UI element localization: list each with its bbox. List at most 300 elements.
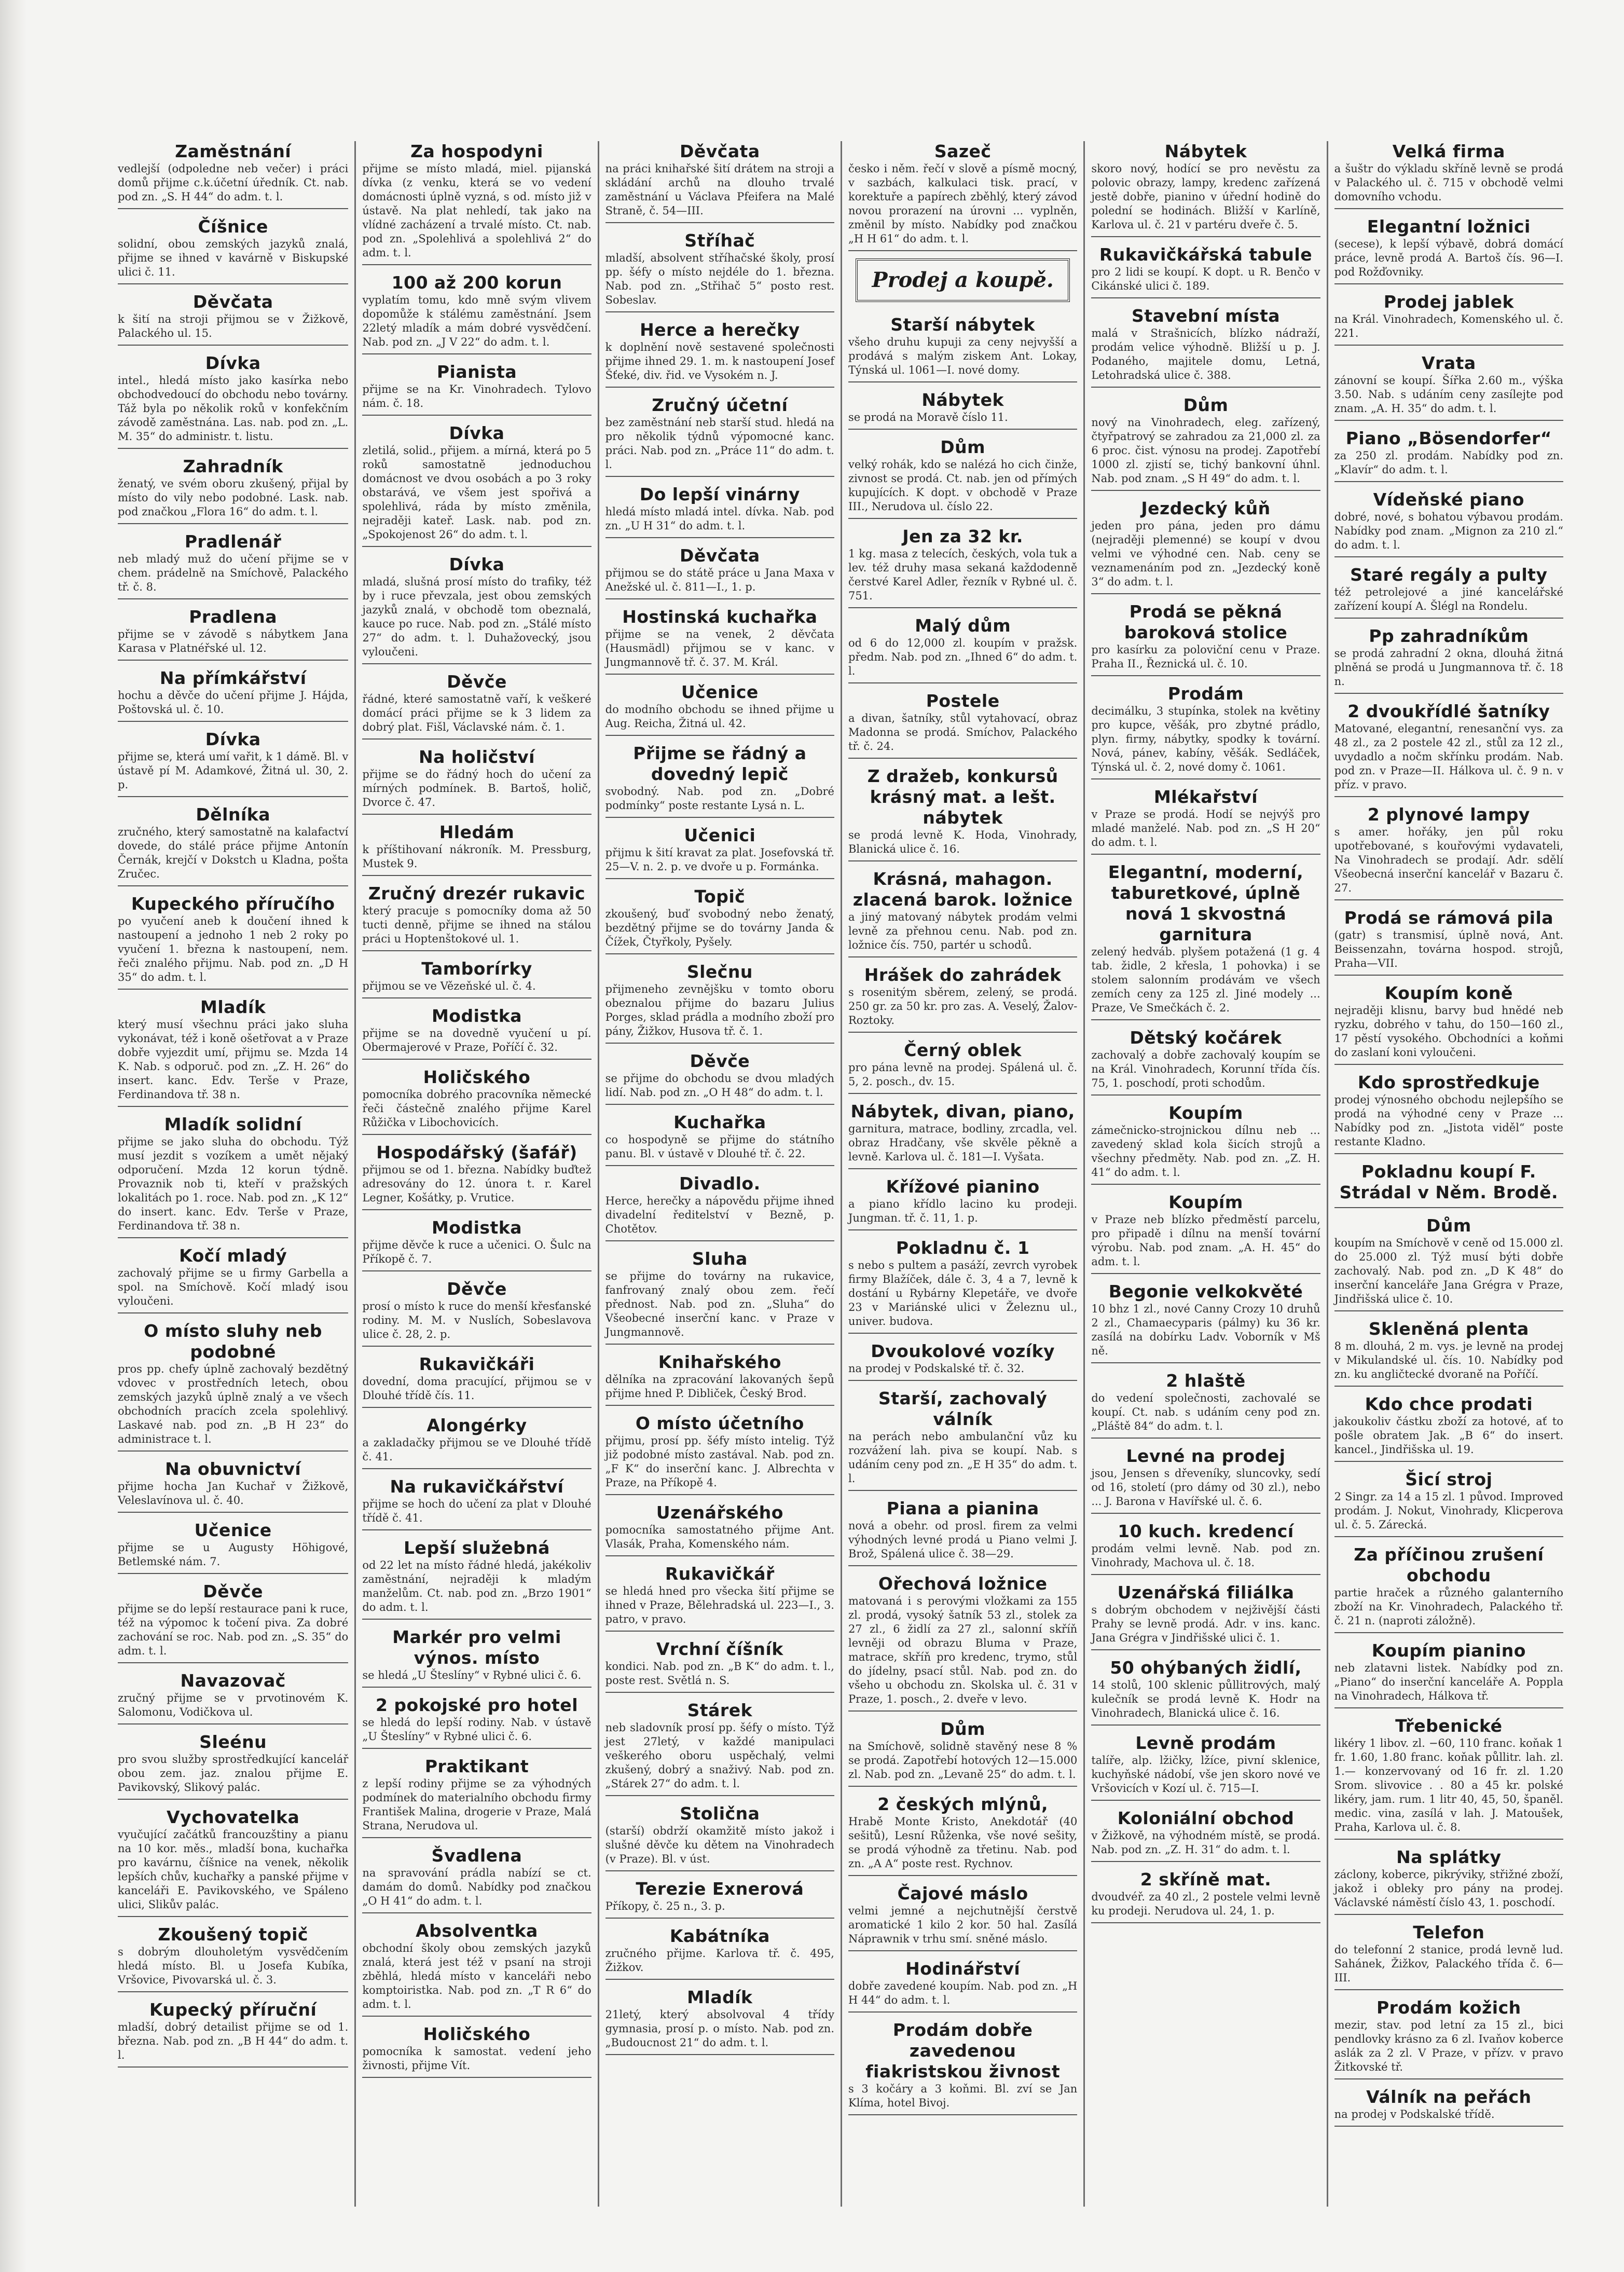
ad-body: Hrabě Monte Kristo, Anekdotář (40 sešitů), Lesní Růženka, vše nové sešity, se prodá výhodně za třetinu. Nab. pod zn. „A A“ poste rest. Rychnov.	[848, 1815, 1078, 1870]
ad-divider	[362, 1837, 591, 1838]
ad-headline: Zručný drezér rukavic	[368, 883, 586, 904]
ad-body: malá v Strašnicích, blízko nádraží, prodám velice výhodně. Bližší u p. J. Podaného, majitele domu, Letná, Letohradská ulice č. 388.	[1091, 327, 1320, 381]
ad-headline: Dívka	[205, 353, 261, 373]
ad-body: ženatý, ve svém oboru zkušený, přijal by místo do vily nebo podobné. Lask. nab. pod značkou „Flora 16“ do adm. t. l.	[118, 477, 349, 518]
ad-headline: Zaměstnání	[175, 141, 292, 161]
ad-body: pomocníka dobrého pracovníka německé řeči částečně znalého přijme Karel Růžička v Libochovicích.	[362, 1088, 591, 1129]
ad-body: nejraději klisnu, barvy bud hnědé neb ryzku, dobrého v tahu, do 150—160 zl., 17 pěstí vysokého. Obchodníci a koňmi do zaslaní koni vyloučeni.	[1334, 1004, 1563, 1059]
ad-divider	[1091, 854, 1320, 855]
ad-divider	[605, 953, 834, 954]
classified-ad	[362, 822, 591, 876]
ad-headline: Navazovač	[180, 1671, 286, 1691]
ad-divider	[118, 1573, 348, 1574]
ad-divider	[605, 1240, 834, 1241]
classified-ad	[605, 682, 834, 736]
classified-ad	[1334, 626, 1563, 694]
ad-body: na spravování prádla nabízí se ct. damám do domů. Nabídky pod značkou „O H 41“ do adm. t. l.	[362, 1867, 591, 1907]
classified-ad	[362, 554, 591, 664]
classified-ad	[605, 825, 834, 879]
ad-divider	[848, 607, 1077, 608]
ad-body: 8 m. dlouhá, 2 m. vys. je levně na prodej v Mikulandské ul. čís. 10. Nabídky pod zn. ku angličtecké dvoraně na Poříčí.	[1334, 1340, 1563, 1380]
ad-headline: Kupecký příruční	[149, 2000, 317, 2020]
ad-body: se přijme do obchodu se dvou mladých lidí. Nab. pod zn. „O H 48“ do adm. t. l.	[605, 1072, 834, 1099]
ad-body: přijme se do lepší restaurace pani k ruce, též na výpomoc k točení piva. Za dobré zachování se roc. Nab. pod zn. „S. 35“ do adm. t. l.	[118, 1603, 349, 1657]
ad-body: 2 Singr. za 14 a 15 zl. 1 původ. Improved prodám. J. Nokut, Vinohrady, Klicperova ul. č. 5. Zárecká.	[1334, 1490, 1563, 1531]
ad-body: jeden pro pána, jeden pro dámu (nejraději plemenné) se koupí v dvou velmi ve výhodné cen. Nab. ceny se veznamenáním pod zn. „Jezdecký koně 3“ do adm. t. l.	[1091, 519, 1320, 588]
ad-headline: Begonie velkokvěté	[1108, 1281, 1303, 1302]
classified-ad	[362, 883, 591, 951]
ad-headline: Stavební místa	[1131, 306, 1280, 326]
ad-body: a šuštr do výkladu skříně levně se prodá v Palackého ul. č. 715 v obchodě velmi domovního vchodu.	[1334, 162, 1563, 203]
ad-divider	[605, 1918, 834, 1919]
ad-headline: Děvčata	[679, 545, 760, 566]
ad-divider	[362, 1270, 591, 1271]
ad-body: mladá, slušná prosí místo do trafiky, též by i ruce převzala, jest obou zemských jazyků znalá, v obchodě tom obeznalá, kauce po ruce. Nab. pod zn. „Stálé místo 27“ do adm. t. l. Duhažovecký, jsou vyloučeni.	[362, 576, 591, 658]
classified-ad	[605, 395, 834, 477]
ad-headline: 2 dvoukřídlé šatníky	[1347, 701, 1550, 721]
classified-ad	[1334, 1716, 1563, 1840]
classified-ad	[1334, 489, 1563, 557]
ad-body: s dobrým dlouholetým vysvědčením hledá místo. Bl. u Josefa Kubíka, Vršovice, Pivovarská ul. č. 3.	[118, 1946, 349, 1986]
ad-body: pro 2 lidi se koupí. K dopt. u R. Benčo v Cikánské ulici č. 189.	[1091, 266, 1320, 292]
ad-divider	[118, 2066, 348, 2068]
ad-headline: Kočí mladý	[179, 1246, 287, 1266]
classified-ad	[118, 1807, 348, 1917]
classified-ad	[1091, 601, 1320, 676]
ad-body: též petrolejové a jiné kancelářské zařízení koupí A. Šlégl na Rondelu.	[1334, 586, 1563, 612]
ad-divider	[1334, 283, 1563, 284]
ad-body: přijme se u Augusty Höhigové, Betlemské nám. 7.	[118, 1541, 349, 1568]
ad-divider	[1091, 1513, 1320, 1514]
classified-ad	[605, 1249, 834, 1345]
classified-ad	[848, 390, 1077, 430]
ad-headline: Děvče	[203, 1581, 264, 1602]
ad-divider	[605, 2054, 834, 2055]
ad-body: mezir, stav. pod letní za 15 zl., bici pendlovky krásno za 6 zl. Ivaňov koberce aslák za 2 zl. V Praze, v přízv. v pravo Žitkovské tř.	[1334, 2019, 1563, 2073]
ad-divider	[1334, 556, 1563, 557]
classified-ad	[1334, 1997, 1563, 2079]
ad-divider	[605, 1795, 834, 1796]
classified-ad	[848, 1573, 1077, 1712]
column-3	[598, 141, 841, 2207]
ad-divider	[118, 1723, 348, 1724]
ad-body: zámečnicko-strojnickou dílnu neb ... zavedený sklad kola šicích strojů a všechny předměty. Nab. pod zn. „Z. H. 41“ do adm. t. l.	[1091, 1124, 1320, 1179]
ad-divider	[362, 1529, 591, 1530]
page-binding-shadow	[0, 0, 27, 2272]
ad-body: pro pána levně na prodej. Spálená ul. č. 5, 2. posch., dv. 15.	[848, 1061, 1078, 1088]
classified-ad	[848, 1238, 1077, 1334]
ad-headline: Levně prodám	[1135, 1733, 1276, 1753]
classified-ad	[605, 484, 834, 538]
classified-ad	[1091, 683, 1320, 779]
ad-divider	[118, 448, 348, 449]
ad-divider	[118, 1662, 348, 1663]
ad-divider	[118, 1450, 348, 1452]
ad-headline: Za příčinou zrušení obchodu	[1354, 1544, 1544, 1585]
classified-ad	[362, 2024, 591, 2078]
classified-ad	[1091, 498, 1320, 594]
classified-ad	[848, 526, 1077, 608]
ad-headline: Za hospodyni	[410, 141, 543, 161]
ad-divider	[1091, 297, 1320, 298]
ad-divider	[605, 537, 834, 538]
ad-divider	[1091, 778, 1320, 779]
ad-headline: Dvoukolové vozíky	[871, 1341, 1055, 1361]
ad-body: na práci knihařské šití drátem na stroji a skládání archů na dlouho trvalé zaměstnání u Václava Pfeifera na Malé Straně, č. 54—III.	[605, 162, 834, 217]
ad-divider	[118, 1237, 348, 1238]
ad-divider	[118, 1991, 348, 1992]
classified-ad	[118, 894, 348, 990]
classified-ad	[118, 1581, 348, 1663]
ad-headline: Děvče	[447, 672, 507, 692]
classified-ad	[1334, 1640, 1563, 1708]
ad-headline: Sluha	[692, 1249, 748, 1269]
classified-ad	[118, 1246, 348, 1313]
ad-headline: Postele	[926, 691, 1000, 711]
ad-body: v Praze neb blízko předměstí parcelu, pro připadě i dílnu na menší tovární výrobu. Nab. pod znam. „A. H. 45“ do adm. t. l.	[1091, 1213, 1320, 1268]
column-1	[112, 141, 354, 2207]
classified-ad	[1091, 306, 1320, 388]
ad-headline: Pianista	[436, 362, 517, 382]
ad-divider	[848, 1168, 1077, 1169]
ad-headline: Mladík	[687, 1987, 753, 2007]
ad-headline: Elegantní, moderní, taburetkové, úplně nová 1 skvostná garnitura	[1108, 862, 1304, 945]
ad-body: v Praze se prodá. Hodí se nejvýš pro mladé manželé. Nab. pod zn. „S H 20“ do adm. t. l.	[1091, 808, 1320, 848]
ad-body: zachovalý a dobře zachovalý koupím se na Král. Vinohradech, Korunní třída čís. 75, 1. poschodí, proti schodům.	[1091, 1049, 1320, 1089]
ad-headline: Zkoušený topič	[158, 1924, 308, 1945]
ad-body: a divan, šatníky, stůl vytahovací, obraz Madonna se prodá. Smíchov, Palackého tř. č. 24.	[848, 712, 1078, 752]
ad-headline: Staré regály a pulty	[1350, 565, 1548, 585]
ad-divider	[605, 817, 834, 818]
ad-headline: Dům	[1183, 395, 1229, 415]
ad-divider	[1334, 1461, 1563, 1462]
ad-body: zánovní se koupí. Šířka 2.60 m., výška 3.50. Nab. s udáním ceny zasílejte pod znam. „A. H. 35“ do adm. t. l.	[1334, 374, 1563, 415]
ad-headline: Děvčata	[679, 141, 760, 161]
classified-ad	[118, 668, 348, 722]
classified-ad	[848, 1176, 1077, 1230]
classified-ad	[1334, 2087, 1563, 2127]
classified-ad	[1334, 292, 1563, 346]
ad-body: pros pp. chefy úplně zachovalý bezdětný vdovec v prostředních letech, obou zemských jazyků úplně znalý a ve všech obchodních pracích zcela spolehlivý. Laskavé nab. pod zn. „B H 23“ do administrace t. l.	[118, 1363, 349, 1445]
ad-divider	[848, 2011, 1077, 2013]
ad-divider	[605, 222, 834, 223]
classified-ad	[848, 1388, 1077, 1491]
classified-ad	[362, 1217, 591, 1271]
classified-ad	[605, 962, 834, 1044]
ad-headline: Malý dům	[915, 615, 1011, 636]
ad-divider	[118, 208, 348, 209]
ad-headline: Vychovatelka	[167, 1807, 300, 1827]
classified-ad	[118, 2000, 348, 2068]
ad-divider	[362, 415, 591, 416]
classified-ad	[605, 230, 834, 312]
ad-divider	[605, 311, 834, 312]
ad-headline: Hodinářství	[905, 1959, 1021, 1979]
ad-divider	[848, 518, 1077, 519]
ad-headline: Absolventka	[416, 1921, 538, 1941]
ad-body: přijme se do řádný hoch do učení za mírných podmínek. B. Bartoš, holič, Dvorce č. 47.	[362, 768, 591, 809]
ad-body: v Žižkově, na výhodném místě, se prodá. Nab. pod zn. „Z. H. 31“ do adm. t. l.	[1091, 1829, 1320, 1856]
ad-headline: Vídeňské piano	[1373, 489, 1524, 510]
ad-headline: Kuchařka	[673, 1112, 766, 1132]
ad-divider	[1334, 975, 1563, 976]
classified-ad	[1091, 1582, 1320, 1650]
classified-ad	[362, 1476, 591, 1530]
classified-ad	[118, 1459, 348, 1513]
classified-ad	[848, 437, 1077, 519]
classified-ad	[1334, 1847, 1563, 1915]
ad-divider	[848, 682, 1077, 683]
ad-headline: Učenice	[194, 1520, 272, 1540]
ad-divider	[362, 1912, 591, 1913]
ad-headline: Holičského	[423, 2024, 531, 2044]
classified-ad	[362, 672, 591, 740]
ad-body: 1 kg. masa z telecích, českých, vola tuk a lev. též druhy masa sekaná každodenně čerstvé Karel Adler, řezník v Rybné ul. č. 751.	[848, 548, 1078, 602]
classified-ad	[362, 141, 591, 265]
ad-headline: Mladík solidní	[164, 1114, 302, 1134]
ad-body: z lepší rodiny přijme se za výhodných podmínek do materialního obchodu firmy František Malina, drogerie v Praze, Malá Strana, Nerudova ul.	[362, 1777, 591, 1832]
classified-ad	[605, 1352, 834, 1406]
classified-ad	[1091, 244, 1320, 298]
ad-headline: Děvče	[447, 1279, 507, 1299]
ad-body: přijme se jako sluha do obchodu. Týž musí jezdit s vozíkem a umět nějaký odporučení. Mzda 12 korun týdně. Provaznik nob ti, kteří v pražských lokalitách po 1. roce. Nab. pod zn. „K 12“ do insert. kanc. Edv. Terše v Praze, Ferdinandova tř. 38 n.	[118, 1135, 349, 1232]
classified-ad	[362, 1142, 591, 1210]
ad-body: záclony, koberce, pikrýviky, střižné zboží, jakož i obleky pro pány na prodej. Václavské náměstí číslo 43, 1. poschodí.	[1334, 1868, 1563, 1909]
ad-divider	[1334, 208, 1563, 209]
ad-headline: Starší, zachovalý válník	[878, 1388, 1048, 1429]
ad-divider	[362, 2016, 591, 2017]
classified-ad	[605, 141, 834, 223]
ad-headline: Pokladnu č. 1	[896, 1238, 1030, 1258]
ad-divider	[1091, 1649, 1320, 1650]
ad-body: zručného přijme. Karlova tř. č. 495, Žižkov.	[605, 1947, 834, 1974]
ad-divider	[362, 264, 591, 265]
ad-headline: Zručný účetní	[652, 395, 788, 415]
classified-ad	[1334, 1922, 1563, 1990]
ad-divider	[605, 674, 834, 675]
ad-body: na prodej v Podskalské tř. č. 32.	[848, 1362, 1025, 1375]
ad-headline: Do lepší vinárny	[639, 484, 800, 504]
classified-ad	[1091, 1733, 1320, 1801]
ad-divider	[1091, 1019, 1320, 1020]
ad-body: přijme se, která umí vařit, k 1 dámě. Bl. v ústavě pí M. Adamkové, Žitná ul. 30, 2. p.	[118, 750, 349, 791]
ad-body: hochu a děvče do učení přijme J. Hájda, Poštovská ul. č. 10.	[118, 689, 349, 716]
ad-headline: Uzenářského	[656, 1502, 783, 1523]
ad-divider	[848, 1710, 1077, 1712]
ad-body: neb mladý muž do učení přijme se v chem. prádelně na Smíchově, Palackého tř. č. 8.	[118, 553, 349, 593]
ad-body: který pracuje s pomocníky doma až 50 tucti denně, přijme se ihned na stálou práci u Hoptenštokové ul. 1.	[362, 905, 591, 945]
ad-divider	[848, 1229, 1077, 1230]
ad-divider	[605, 735, 834, 736]
classified-ad	[1091, 1658, 1320, 1726]
ad-divider	[1334, 1153, 1563, 1154]
ad-divider	[848, 956, 1077, 957]
ad-body: přijmu, prosí pp. šéfy místo intelig. Týž již podobné místo zastával. Nab. pod zn. „F K“ do inserční kanc. J. Albrechta v Praze, na Příkopě 4.	[605, 1434, 834, 1489]
ad-body: zletilá, solid., přijem. a mírná, která po 5 roků samostatně jednoduchou domácnost ve dvou osobách a po 3 roky obstarává, ve všem jest spořivá a spolehlivá, ráda by místo změnila, nejraději kateř. Lask. nab. pod zn. „Spokojenost 26“ do adm. t. l.	[362, 444, 591, 541]
classified-ad	[605, 545, 834, 599]
ad-body: mladší, dobrý detailist přijme se od 1. března. Nab. pod zn. „B H 44“ do adm. t. l.	[118, 2021, 349, 2061]
ad-divider	[605, 1405, 834, 1406]
classified-ad	[848, 766, 1077, 861]
classified-ad	[605, 1173, 834, 1241]
ad-headline: 2 pokojské pro hotel	[375, 1695, 579, 1715]
ad-headline: Divadlo.	[679, 1173, 761, 1194]
classified-ad	[848, 1101, 1077, 1169]
ad-divider	[1334, 420, 1563, 421]
ad-divider	[118, 1916, 348, 1917]
classified-ad	[118, 292, 348, 346]
ad-body: co hospodyně se přijme do státního panu. Bl. v ústavě v Dlouhé tř. č. 22.	[605, 1133, 834, 1160]
ad-divider	[362, 875, 591, 876]
ad-divider	[1334, 2126, 1563, 2127]
ad-divider	[848, 429, 1077, 430]
ad-body: na Smíchově, solidně stavěný nese 8 % se prodá. Zapotřebí hotových 12—15.000 zl. Nab. pod zn. „Levaně 25“ do adm. t. l.	[848, 1740, 1078, 1781]
ad-divider	[1334, 693, 1563, 694]
classified-ad	[1091, 141, 1320, 237]
ad-headline: Jezdecký kůň	[1141, 498, 1271, 518]
ad-body: přijmou se od 1. března. Nabídky buďtež adresovány do 12. února t. r. Karel Legner, Košátky, p. Vrutice.	[362, 1164, 591, 1204]
ad-divider	[1091, 1800, 1320, 1801]
classified-ad	[118, 531, 348, 599]
classified-ad	[1334, 141, 1563, 209]
ad-body: dovední, doma pracující, přijmou se v Dlouhé třídě čís. 11.	[362, 1375, 591, 1402]
classified-ad	[605, 1502, 834, 1556]
classified-ad	[1091, 1371, 1320, 1439]
classified-ad	[362, 747, 591, 815]
ad-headline: Na rukavičkářství	[390, 1476, 564, 1497]
ad-divider	[1334, 481, 1563, 482]
ad-headline: Stříhač	[684, 230, 755, 251]
classified-ad	[362, 1279, 591, 1347]
ad-body: na Král. Vinohradech, Komenského ul. č. 221.	[1334, 313, 1563, 339]
ad-body: se hledá hned pro všecka šití přijme se ihned v Praze, Bělehradská ul. 223—I., 3. patro, v pravo.	[605, 1585, 834, 1625]
ad-body: Matované, elegantní, renesanční vys. za 48 zl., za 2 postele 42 zl., stůl za 12 zl., uvydadlo a nočm skřínku prodám. Nab. pod zn. v Praze—II. Hálkova ul. č. 9 n. v příz. v pravo.	[1334, 722, 1563, 791]
ad-body: (secese), k lepší výbavě, dobrá domácí práce, levně prodá A. Bartoš čís. 96—I. pod Rožďovniky.	[1334, 238, 1563, 278]
classified-ad	[1334, 1319, 1563, 1387]
ad-body: likéry 1 libov. zl. −60, 110 franc. koňak 1 fr. 1.60, 1.80 franc. koňak půllitr. lah. zl. 1.— konzervovaný od 16 fr. zl. 1.20 Srom. slivovice . . 80 a 45 kr. polské likéry, jam. rum. 1 litr 40, 45, 50, španěl. medic. vina, zasílá v lah. J. Matoušek, Praha, Karlova ul. č. 8.	[1334, 1737, 1563, 1833]
ad-body: zachovalý přijme se u firmy Garbella a spol. na Smíchově. Kočí mladý isou vyloučeni.	[118, 1267, 349, 1307]
ad-body: zručný přijme se v prvotinovém K. Salomonu, Vodičkova ul.	[118, 1692, 349, 1718]
ad-divider	[1091, 1438, 1320, 1439]
ad-divider	[362, 1209, 591, 1210]
ad-headline: Modistka	[431, 1217, 522, 1238]
ad-headline: Pokladnu koupí F. Strádal v Něm. Brodě.	[1339, 1161, 1558, 1202]
ad-body: Příkopy, č. 25 n., 3. p.	[605, 1900, 725, 1912]
classified-ad	[848, 2020, 1077, 2115]
ad-divider	[362, 663, 591, 664]
ad-body: se prodá levně K. Hoda, Vinohrady, Blanická ulice č. 16.	[848, 829, 1078, 855]
ad-divider	[1091, 1184, 1320, 1185]
ad-divider	[1091, 1574, 1320, 1575]
ad-headline: Dům	[940, 1719, 986, 1739]
classified-ad	[605, 1700, 834, 1796]
ad-headline: Nábytek, divan, piano,	[850, 1101, 1075, 1121]
classified-ad	[1334, 1544, 1563, 1633]
ad-headline: 2 skříně mat.	[1140, 1869, 1272, 1890]
classified-ad	[1091, 862, 1320, 1020]
ad-body: svobodný. Nab. pod zn. „Dobré podmínky“ poste restante Lysá n. L.	[605, 785, 834, 812]
ad-body: Herce, herečky a nápovědu přijme ihned divadelní ředitelství v Bezně, p. Chotětov.	[605, 1195, 834, 1235]
ad-body: k šití na stroji přijmou se v Žižkově, Palackého ul. 15.	[118, 313, 349, 339]
ad-divider	[605, 1692, 834, 1693]
ad-divider	[1334, 1632, 1563, 1633]
ad-body: přijme se na venek, 2 děvčata (Hausmädl) přijmou se v kanc. v Jungmannově tř. č. 37. M. Král.	[605, 628, 834, 668]
ad-headline: Prodám dobře zavedenou fiakristskou živnost	[865, 2020, 1061, 2082]
ad-body: se prodá na Moravě číslo 11.	[848, 411, 1008, 423]
ad-headline: Jen za 32 kr.	[902, 526, 1023, 546]
ad-headline: Koupím pianino	[1371, 1640, 1526, 1661]
column-2	[354, 141, 597, 2207]
ad-divider	[362, 1468, 591, 1469]
classified-ad	[362, 1415, 591, 1469]
classified-ad	[118, 1321, 348, 1452]
ad-body: k doplnění nově sestavené společnosti přijme ihned 29. 1. m. k nastoupení Josef Šťeké, div. řid. ve Vysokém n. J.	[605, 341, 834, 381]
classified-ad	[118, 1671, 348, 1724]
classified-ad	[1091, 1446, 1320, 1514]
ad-headline: Hospodářský (šafář)	[376, 1142, 577, 1162]
ad-headline: Čajové máslo	[897, 1883, 1028, 1904]
ad-divider	[605, 476, 834, 477]
ad-divider	[1091, 1273, 1320, 1274]
ad-divider	[118, 660, 348, 661]
ad-body: matovaná i s perovými vložkami za 155 zl. prodá, vysoký šatník 53 zl., stolek za 27 zl., 6 židlí za 27 zl., salonní skříň levněji od obrazu Bluma v Praze, matrace, skříň pro kredenc, trymo, stůl do jídelny, psací stůl. Nab. pod zn. do všeho u obchodu zn. Skolska ul. č. 31 v Praze, 1. posch., 2. dveře v levo.	[848, 1595, 1078, 1705]
ad-divider	[1334, 796, 1563, 797]
ad-headline: Modistka	[431, 1006, 522, 1026]
classified-ad	[362, 362, 591, 416]
ad-divider	[118, 1512, 348, 1513]
classified-ad	[605, 320, 834, 388]
ad-headline: Rukavičkářská tabule	[1099, 244, 1313, 265]
ad-headline: Koupím	[1168, 1192, 1243, 1212]
ad-body: přijmou se do státě práce u Jana Maxa v Anežské ul. č. 811—I., 1. p.	[605, 567, 834, 593]
classified-ad	[1334, 701, 1563, 797]
classified-ad	[848, 314, 1077, 382]
ad-body: prodej výnosného obchodu nejlepšího se prodá na výhodné ceny v Praze ... Nabídky pod zn. „Jistota viděl“ poste restante Kladno.	[1334, 1093, 1563, 1148]
ad-body: bez zaměstnání neb starší stud. hledá na pro několik týdnů výpomocné kanc. práci. Nab. pod zn. „Práce 11“ do adm. t. l.	[605, 416, 834, 471]
ad-body: pomocníka k samostat. vedení jeho živnosti, přijme Vít.	[362, 2045, 591, 2072]
classified-ad	[848, 691, 1077, 759]
classified-ad	[848, 1794, 1077, 1876]
ad-headline: O místo sluhy neb podobné	[144, 1321, 323, 1362]
ad-body: dvoudvéř. za 40 zl., 2 postele velmi levně ku prodeji. Nerudova ul. 24, 1. p.	[1091, 1891, 1320, 1917]
classified-ad	[362, 1845, 591, 1913]
classified-ad	[1334, 1394, 1563, 1462]
ad-headline: Knihařského	[658, 1352, 781, 1372]
ad-divider	[362, 1748, 591, 1749]
classified-columns	[112, 141, 1570, 2207]
classified-ad	[1334, 216, 1563, 284]
classified-ad	[1334, 565, 1563, 619]
ad-headline: Mlékařství	[1153, 787, 1258, 807]
ad-headline: Z dražeb, konkursů krásný mat. a lešt. nábytek	[867, 766, 1058, 828]
classified-ad	[605, 1413, 834, 1495]
ad-divider	[362, 1059, 591, 1060]
ad-headline: Nábytek	[921, 390, 1004, 410]
ad-body: 14 stolů, 100 sklenic půllitrových, malý kulečník se prodá levně K. Hodr na Vinohradech, Blanická ulice č. 16.	[1091, 1679, 1320, 1719]
ad-divider	[605, 878, 834, 879]
ad-body: za 250 zl. prodám. Nabídky pod zn. „Klavír“ do adm. t. l.	[1334, 449, 1563, 476]
ad-body: pro svou služby sprostředkující kancelář obou zem. jaz. znalou přijme E. Pavikovský, Slikový palác.	[118, 1753, 349, 1794]
ad-divider	[118, 523, 348, 524]
ad-divider	[1091, 1362, 1320, 1363]
ad-body: přijmu k šití kravat za plat. Josefovská tř. 25—V. n. 2. p. ve dvoře u p. Formánka.	[605, 846, 834, 873]
ad-body: se hledá „U Šteslíny“ v Rybné ulici č. 6.	[362, 1669, 582, 1681]
ad-body: přijme se v závodě s nábytkem Jana Karasa v Platnéřské ul. 12.	[118, 628, 349, 654]
ad-headline: Švadlena	[431, 1845, 522, 1866]
ad-divider	[1334, 1064, 1563, 1065]
classified-ad	[848, 869, 1077, 957]
classified-ad	[118, 141, 348, 209]
